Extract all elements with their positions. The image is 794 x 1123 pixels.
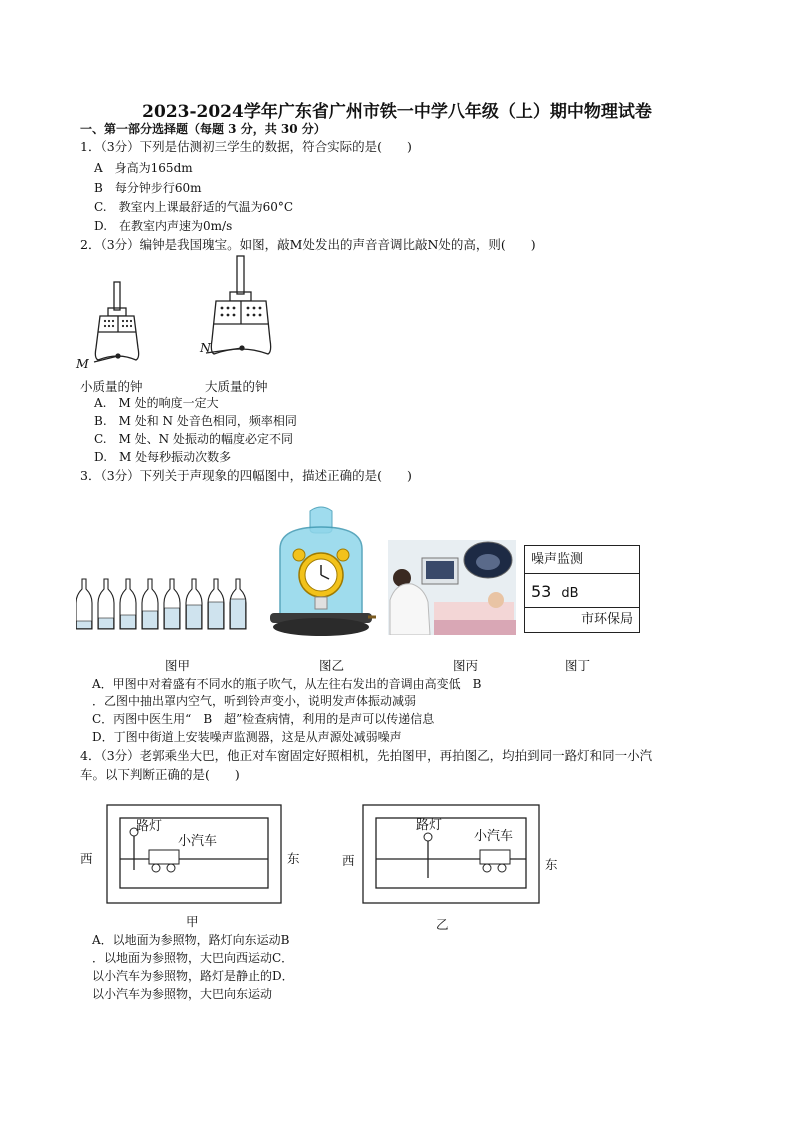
label-n: N — [200, 340, 211, 355]
noise-monitor-panel — [524, 545, 640, 633]
caption-fig-a: 图甲 — [165, 658, 191, 673]
q1-option-a: A 身高为165dm — [94, 161, 193, 175]
page-title: 2023-2024学年广东省广州市铁一中学八年级（上）期中物理试卷 — [142, 102, 652, 122]
caption-fig-c: 图丙 — [453, 658, 479, 673]
bottles-figure — [76, 575, 256, 635]
q2-stem: 2．（3分）编钟是我国瑰宝。如图，敲M处发出的声音音调比敲N处的高，则( ) — [80, 237, 536, 252]
q3-option-b: ．乙图中抽出罩内空气，听到铃声变小，说明发声体振动减弱 — [92, 694, 417, 708]
bell-figure — [74, 252, 304, 377]
west-label-a: 西 — [80, 851, 93, 866]
lamp-label-b: 路灯 — [416, 818, 443, 833]
west-label-b: 西 — [342, 853, 355, 868]
q3-option-c: C．丙图中医生用“ B 超”检查病情，利用的是声可以传递信息 — [92, 712, 435, 726]
q2-option-b: B. M 处和 N 处音色相同，频率相同 — [94, 414, 297, 428]
q4-option-b: ．以地面为参照物，大巴向西运动C． — [92, 951, 294, 965]
q3-stem: 3．（3分）下列关于声现象的四幅图中，描述正确的是( ) — [80, 468, 412, 483]
q1-option-c: C. 教室内上课最舒适的气温为60°C — [94, 200, 294, 214]
caption-large-bell: 大质量的钟 — [205, 379, 268, 394]
noise-monitor-reading — [525, 575, 639, 608]
q1-option-d: D. 在教室内声速为0m/s — [94, 219, 233, 233]
q4-option-c: 以小汽车为参照物，路灯是静止的D． — [92, 969, 294, 983]
small-bell-icon — [94, 282, 139, 362]
q4-option-a: A．以地面为参照物，路灯向东运动B — [92, 933, 290, 947]
label-m: M — [76, 356, 89, 371]
east-label-b: 东 — [545, 857, 558, 872]
q3-option-a: A．甲图中对着盛有不同水的瓶子吹气，从左往右发出的音调由高变低 B — [92, 677, 482, 691]
q2-option-d: D. M 处每秒振动次数多 — [94, 450, 232, 464]
large-bell-icon — [206, 256, 271, 354]
q4-stem-line1: 4．（3分）老郭乘坐大巴，他正对车窗固定好照相机，先拍图甲，再拍图乙，均拍到同一路灯和同一小汽 — [80, 748, 653, 763]
caption-photo-b: 乙 — [436, 917, 449, 932]
noise-monitor-title: 噪声监测 — [525, 546, 639, 574]
caption-photo-a: 甲 — [186, 914, 199, 929]
caption-fig-d: 图丁 — [565, 658, 591, 673]
car-label-b: 小汽车 — [474, 829, 514, 844]
q3-option-d: D．丁图中街道上安装噪声监测器，这是从声源处减弱噪声 — [92, 730, 402, 744]
photo-frame-b — [362, 804, 540, 904]
section-heading: 一、第一部分选择题（每题 3 分，共 30 分） — [80, 122, 326, 136]
east-label-a: 东 — [287, 851, 300, 866]
caption-small-bell: 小质量的钟 — [80, 379, 143, 394]
q2-option-a: A. M 处的响度一定大 — [94, 396, 219, 410]
bell-jar-figure — [266, 505, 376, 640]
q4-option-d: 以小汽车为参照物，大巴向东运动 — [92, 987, 273, 1001]
photo-frame-a — [106, 804, 282, 904]
car-label-a: 小汽车 — [178, 834, 218, 849]
caption-fig-b: 图乙 — [319, 658, 345, 673]
noise-value: 53 — [531, 582, 552, 601]
ultrasound-photo — [388, 540, 516, 635]
q4-stem-line2: 车。以下判断正确的是( ) — [80, 767, 240, 782]
q1-stem: 1．（3分）下列是估测初三学生的数据，符合实际的是( ) — [80, 139, 412, 154]
q2-option-c: C. M 处、N 处振动的幅度必定不同 — [94, 432, 293, 446]
noise-monitor-org: 市环保局 — [580, 612, 633, 627]
noise-unit: dB — [561, 586, 579, 601]
q1-option-b: B 每分钟步行60m — [94, 181, 202, 195]
lamp-label-a: 路灯 — [136, 819, 163, 834]
